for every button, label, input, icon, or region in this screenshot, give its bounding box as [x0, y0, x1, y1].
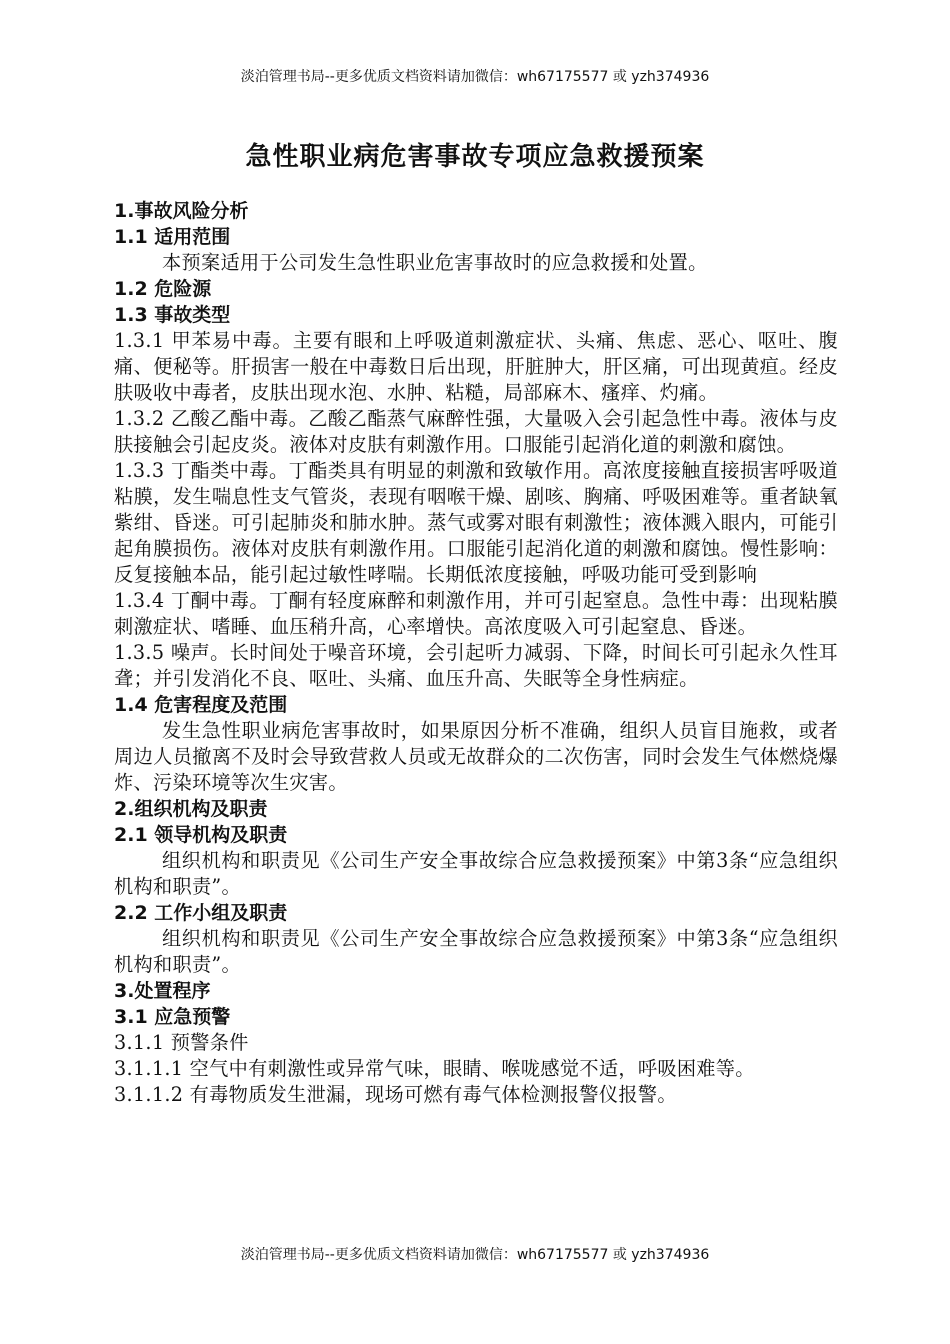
document-title: 急性职业病危害事故专项应急救援预案: [245, 142, 705, 172]
paragraph: 1.3.4 丁酮中毒。丁酮有轻度麻醉和刺激作用，并可引起窒息。急性中毒：出现粘膜刺激症状、嗜睡、血压稍升高，心率增快。高浓度吸入可引起窒息、昏迷。: [114, 589, 838, 638]
section-heading: 2.组织机构及职责: [114, 798, 268, 820]
paragraph: 组织机构和职责见《公司生产安全事故综合应急救援预案》中第3条“应急组织机构和职责”。: [114, 927, 838, 976]
paragraph: 3.1.1.2 有毒物质发生泄漏，现场可燃有毒气体检测报警仪报警。: [114, 1083, 677, 1106]
section-heading: 1.事故风险分析: [114, 200, 249, 222]
paragraph: 本预案适用于公司发生急性职业危害事故时的应急救援和处置。: [162, 251, 708, 274]
subsection-heading: 3.1 应急预警: [114, 1006, 231, 1028]
paragraph: 1.3.3 丁酯类中毒。丁酯类具有明显的刺激和致敏作用。高浓度接触直接损害呼吸道粘膜，发生喘息性支气管炎，表现有咽喉干燥、剧咳、胸痛、呼吸困难等。重者缺氧紫绀、昏迷。可引起肺炎和肺水肿。蒸气或雾对眼有刺激性；液体溅入眼内，可能引起角膜损伤。液体对皮肤有刺激作用。口服能引起消化道的刺激和腐蚀。慢性影响：反复接触本品，能引起过敏性哮喘。长期低浓度接触，呼吸功能可受到影响: [114, 459, 838, 586]
paragraph: 1.3.2 乙酸乙酯中毒。乙酸乙酯蒸气麻醉性强，大量吸入会引起急性中毒。液体与皮肤接触会引起皮炎。液体对皮肤有刺激作用。口服能引起消化道的刺激和腐蚀。: [114, 407, 838, 456]
paragraph: 发生急性职业病危害事故时，如果原因分析不准确，组织人员盲目施救，或者周边人员撤离不及时会导致营救人员或无故群众的二次伤害，同时会发生气体燃烧爆炸、污染环境等次生灾害。: [114, 719, 838, 794]
paragraph: 3.1.1 预警条件: [114, 1031, 249, 1054]
subsection-heading: 1.2 危险源: [114, 278, 212, 300]
paragraph: 3.1.1.1 空气中有刺激性或异常气味，眼睛、喉咙感觉不适，呼吸困难等。: [114, 1057, 755, 1080]
subsection-heading: 1.3 事故类型: [114, 304, 231, 326]
paragraph: 组织机构和职责见《公司生产安全事故综合应急救援预案》中第3条“应急组织机构和职责”。: [114, 849, 838, 898]
subsection-heading: 1.1 适用范围: [114, 226, 231, 248]
page-header: 淡泊管理书局--更多优质文档资料请加微信：wh67175577 或 yzh374936: [240, 69, 710, 85]
paragraph: 1.3.1 甲苯易中毒。主要有眼和上呼吸道刺激症状、头痛、焦虑、恶心、呕吐、腹痛、便秘等。肝损害一般在中毒数日后出现，肝脏肿大，肝区痛，可出现黄疸。经皮肤吸收中毒者，皮肤出现水泡、水肿、粘糙，局部麻木、瘙痒、灼痛。: [114, 329, 838, 404]
subsection-heading: 1.4 危害程度及范围: [114, 694, 288, 716]
subsection-heading: 2.1 领导机构及职责: [114, 824, 288, 846]
document-body: [114, 198, 838, 1108]
section-heading: 3.处置程序: [114, 980, 211, 1002]
paragraph: 1.3.5 噪声。长时间处于噪音环境，会引起听力减弱、下降，时间长可引起永久性耳聋；并引发消化不良、呕吐、头痛、血压升高、失眠等全身性病症。: [114, 641, 838, 690]
subsection-heading: 2.2 工作小组及职责: [114, 902, 288, 924]
page-footer: 淡泊管理书局--更多优质文档资料请加微信：wh67175577 或 yzh374936: [240, 1247, 710, 1263]
